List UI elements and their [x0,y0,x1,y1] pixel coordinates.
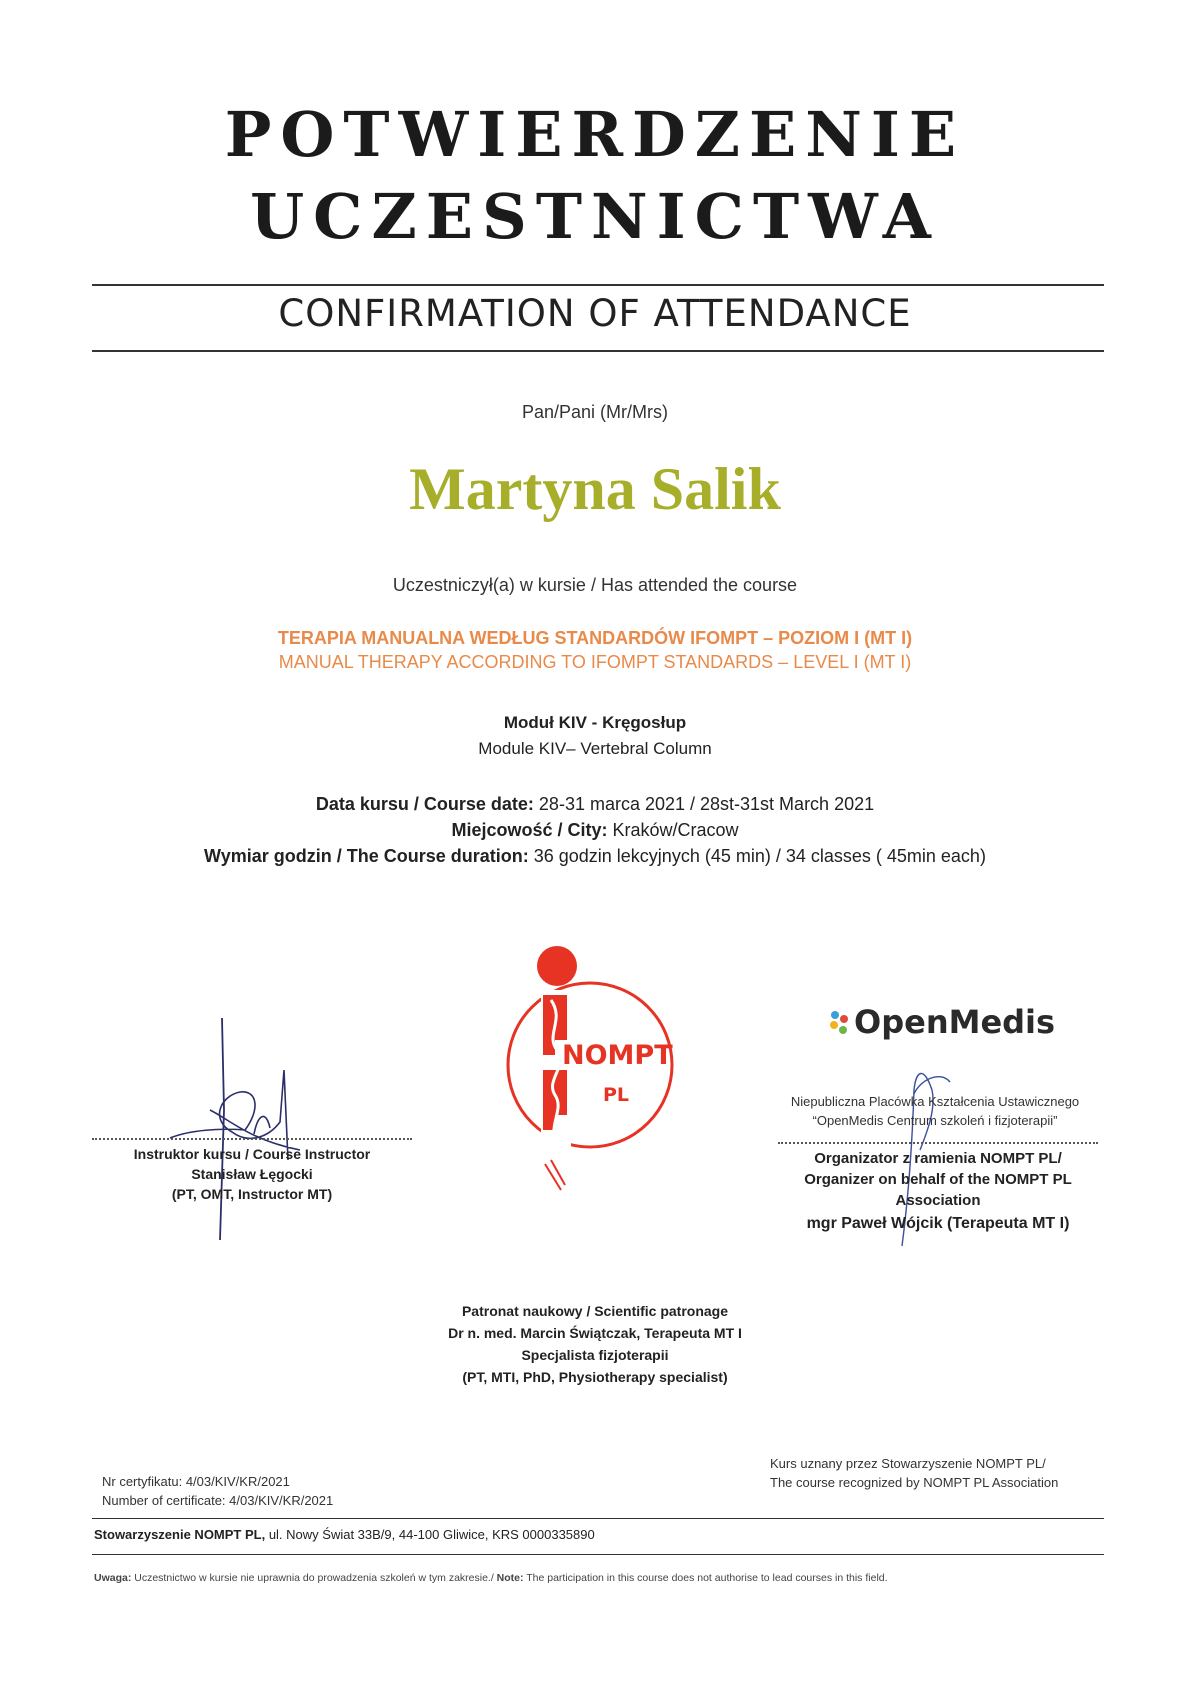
footer-note [94,1572,1104,1584]
patronage-line4: (PT, MTI, PhD, Physiotherapy specialist) [462,1369,728,1385]
course-city-value: Kraków/Cracow [607,820,739,840]
organizer-role-line2: Organizer on behalf of the NOMPT PL [804,1171,1072,1188]
instructor-block [92,1144,412,1204]
organizer-role-line3: Association [895,1192,981,1209]
organizer-inst-line2: “OpenMedis Centrum szkoleń i fizjoterapii” [812,1113,1058,1128]
certificate-number-label: Number of certificate: [102,1493,226,1508]
organizer-block [770,1148,1106,1234]
module-en: Module KIV– Vertebral Column [478,739,712,758]
logo-sub: PL [603,1084,630,1106]
course-city [0,820,1190,841]
attended-text: Uczestniczył(a) w kursie / Has attended the course [392,575,798,595]
organizer-inst-line1: Niepubliczna Placówka Kształcenia Ustawicznego [790,1094,1080,1109]
course-title-pl: TERAPIA MANUALNA WEDŁUG STANDARDÓW IFOMPT – POZIOM I (MT I) [277,628,913,648]
note-label-en: Note: [496,1572,524,1584]
organizer-institution [770,1092,1100,1130]
nompt-logo [495,940,705,1205]
footer-org-address: ul. Nowy Świat 33B/9, 44-100 Gliwice, KRS 0000335890 [265,1527,595,1542]
course-duration-value: 36 godzin lekcyjnych (45 min) / 34 classes ( 45min each) [528,846,986,866]
instructor-signature [150,1010,333,1250]
openmedis-dots-icon [828,1008,850,1038]
course-date [0,794,1190,815]
course-city-label: Miejcowość / City: [451,820,608,840]
organizer-name: mgr Paweł Wójcik (Terapeuta MT I) [806,1215,1070,1232]
subtitle: CONFIRMATION OF ATTENDANCE [278,292,912,335]
note-en: The participation in this course does not authorise to lead courses in this field. [523,1572,888,1584]
certificate-nr-label: Nr certyfikatu: [102,1474,183,1489]
note-pl: Uczestnictwo w kursie nie uprawnia do prowadzenia szkoleń w tym zakresie./ [131,1572,497,1584]
certificate-block [102,1472,522,1510]
instructor-signature-line [92,1138,412,1140]
organizer-signature-line [778,1142,1098,1144]
recognition-line1: Kurs uznany przez Stowarzyszenie NOMPT PL/ [770,1456,1046,1471]
instructor-role: Instruktor kursu / Course Instructor [133,1146,371,1162]
footer-bottom-rule [92,1554,1104,1555]
certificate-nr-value: 4/03/KIV/KR/2021 [185,1474,290,1489]
course-duration [0,846,1190,867]
course-duration-label: Wymiar godzin / The Course duration: [204,846,529,866]
patronage-line1: Patronat naukowy / Scientific patronage [461,1303,729,1319]
organizer-role-line1: Organizator z ramienia NOMPT PL/ [814,1150,1062,1167]
title-line-2: UCZESTNICTWA [250,180,940,253]
instructor-name: Stanisław Łęgocki [191,1166,313,1182]
instructor-credentials: (PT, OMT, Instructor MT) [171,1186,333,1202]
certificate-number-value: 4/03/KIV/KR/2021 [229,1493,334,1508]
course-date-label: Data kursu / Course date: [315,794,534,814]
patronage-line2: Dr n. med. Marcin Świątczak, Terapeuta MT I [448,1325,742,1341]
patronage-line3: Specjalista fizjoterapii [521,1347,669,1363]
course-date-value: 28-31 marca 2021 / 28st-31st March 2021 [533,794,875,814]
title-line-1: POTWIERDZENIE [224,98,966,171]
openmedis-brand: OpenMedis [854,1003,1056,1041]
recognition-line2: The course recognized by NOMPT PL Association [770,1475,1059,1490]
course-title-en: MANUAL THERAPY ACCORDING TO IFOMPT STANDARDS – LEVEL I (MT I) [278,652,912,672]
logo-brand: NOMPT [562,1040,673,1071]
participant-name: Martyna Salik [409,456,781,522]
note-label-pl: Uwaga: [94,1572,132,1584]
recognition-block [770,1454,1110,1492]
header-bottom-rule [92,350,1104,352]
footer-org [94,1527,595,1542]
salutation: Pan/Pani (Mr/Mrs) [521,402,669,422]
footer-top-rule [92,1518,1104,1519]
patronage-block [0,1300,1190,1388]
module-pl: Moduł KIV - Kręgosłup [503,713,687,732]
footer-org-name: Stowarzyszenie NOMPT PL, [94,1527,266,1542]
header-top-rule [92,284,1104,286]
